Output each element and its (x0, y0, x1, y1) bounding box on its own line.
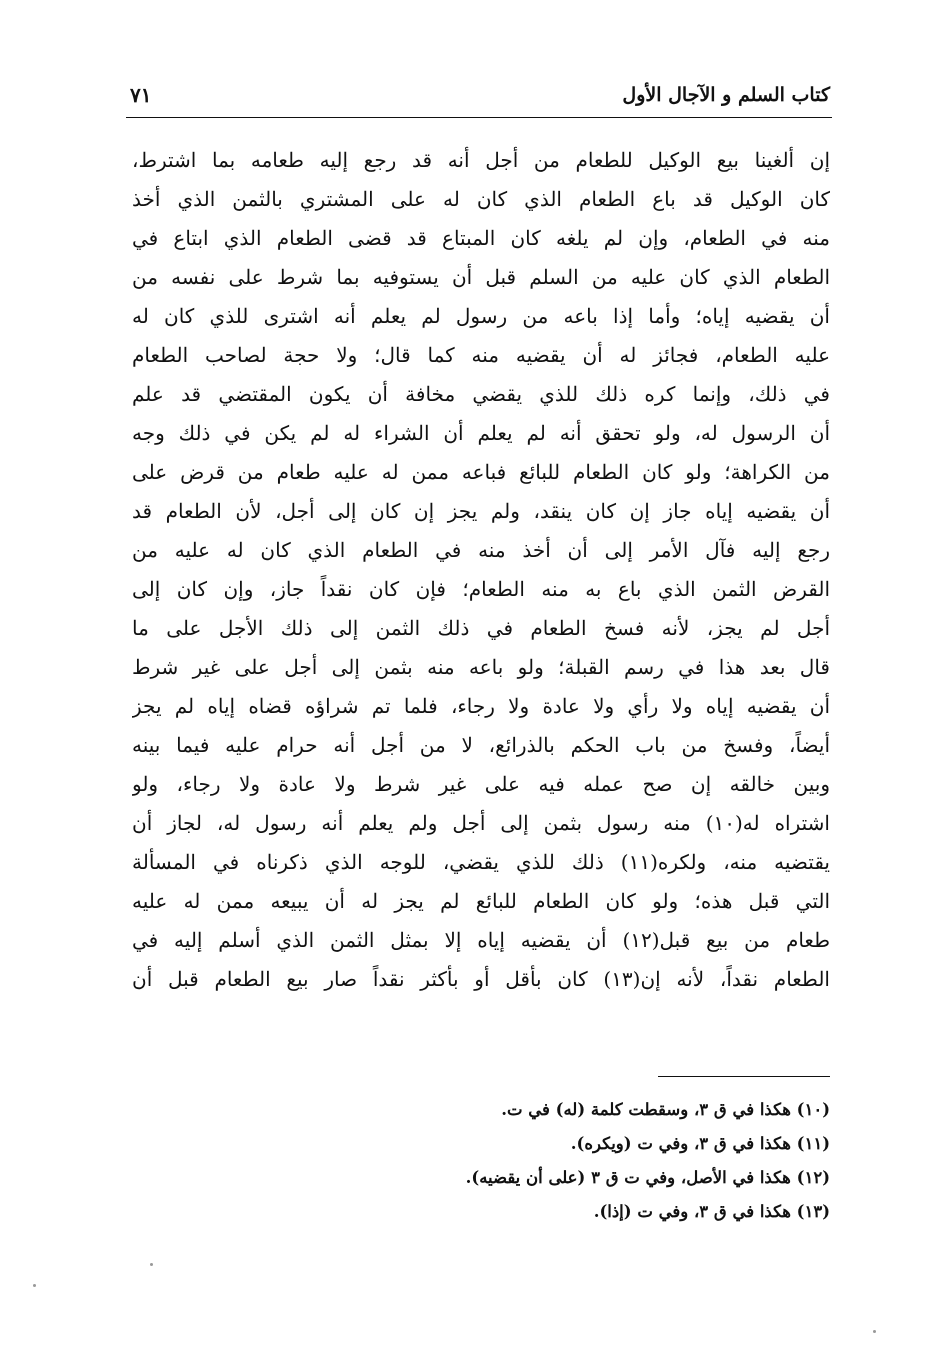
body-line: القرض الثمن الذي باع به منه الطعام؛ فإن كان نقداً جاز، وإن كان إلى (132, 577, 830, 601)
footnotes (130, 1093, 830, 1229)
scan-speck (150, 1263, 153, 1266)
scan-speck (33, 1284, 36, 1287)
body-line: قال بعد هذا في رسم القبلة؛ ولو باعه منه بثمن إلى أجل على غير شرط (132, 655, 830, 679)
body-line: أيضاً، وفسخ من باب الحكم بالذرائع، لا من أجل أنه حرام عليه فيما بينه (132, 733, 830, 757)
body-line: اشتراه له(١٠) منه رسول بثمن إلى أجل ولم يعلم أنه رسول له، لجاز أن (132, 811, 830, 835)
footnote-divider (658, 1076, 830, 1077)
body-line: عليه الطعام، فجائز له أن يقضيه منه كما قال؛ ولا حجة لصاحب الطعام (132, 343, 830, 367)
body-line: طعام من بيع قبل(١٢) أن يقضيه إياه إلا بمثل الثمن الذي أسلم إليه في (132, 928, 830, 952)
page-number: ٧١ (130, 83, 152, 107)
body-line: وبين خالقه إن صح عمله فيه على غير شرط ولا عادة ولا رجاء، ولو (132, 772, 830, 796)
footnote: (١٣) هكذا في ق ٣، وفي ت (إذا). (593, 1202, 830, 1221)
body-line: أن يقضيه إياه ولا رأي ولا عادة ولا رجاء، فلما تم شراؤه قضاه إياه لم يجز (132, 694, 830, 718)
body-line: أن الرسول له، ولو تحقق أنه لم يعلم أن الشراء له لم يكن في ذلك وجه (132, 421, 830, 445)
body-line: الطعام نقداً، لأنه إن(١٣) كان بأقل أو بأكثر نقداً صار بيع الطعام قبل أن (132, 967, 830, 991)
body-text (132, 141, 830, 999)
scan-speck (873, 1330, 876, 1333)
body-line: التي قبل هذه؛ ولو كان الطعام للبائع لم يجز له أن يبيعه ممن له عليه (132, 889, 830, 913)
page-header (130, 80, 830, 110)
body-line: يقتضيه منه، ولكره(١١) ذلك للذي يقضي، للوجه الذي ذكرناه في المسألة (132, 850, 830, 874)
body-line: أجل لم يجز، لأنه فسخ الطعام في ذلك الثمن إلى ذلك الأجل على ما (132, 616, 830, 640)
body-line: رجع إليه فآل الأمر إلى أن أخذ منه في الطعام الذي كان له عليه من (132, 538, 830, 562)
body-line: من الكراهة؛ ولو كان الطعام للبائع فباعه ممن له عليه طعام من قرض على (132, 460, 830, 484)
footnote: (١٠) هكذا في ق ٣، وسقطت كلمة (له) في ت. (501, 1100, 830, 1119)
header-divider (126, 117, 832, 118)
footnote: (١١) هكذا في ق ٣، وفي ت (ويكره). (570, 1134, 830, 1153)
body-line: الطعام الذي كان عليه من السلم قبل أن يستوفيه بما شرط على نفسه من (132, 265, 830, 289)
body-line: إن ألغينا بيع الوكيل للطعام من أجل أنه قد رجع إليه طعامه بما اشترط، (132, 148, 830, 172)
running-title: كتاب السلم و الآجال الأول (622, 84, 830, 106)
body-line: أن يقضيه إياه؛ وأما إذا باعه من رسول لم يعلم أنه اشترى للذي كان له (132, 304, 830, 328)
body-line: أن يقضيه إياه جاز إن كان ينقد، ولم يجز إن كان إلى أجل، لأن الطعام قد (132, 499, 830, 523)
body-line: في ذلك، وإنما كره ذلك للذي يقضي مخافة أن يكون المقتضي قد علم (132, 382, 830, 406)
body-line: منه في الطعام، وإن لم يلغه كان المبتاع قد قضى الطعام الذي ابتاع في (132, 226, 830, 250)
footnote: (١٢) هكذا في الأصل، وفي ت ق ٣ (على أن يقضيه). (465, 1168, 830, 1187)
body-line: كان الوكيل قد باع الطعام الذي كان له على المشتري بالثمن الذي أخذ (132, 187, 830, 211)
